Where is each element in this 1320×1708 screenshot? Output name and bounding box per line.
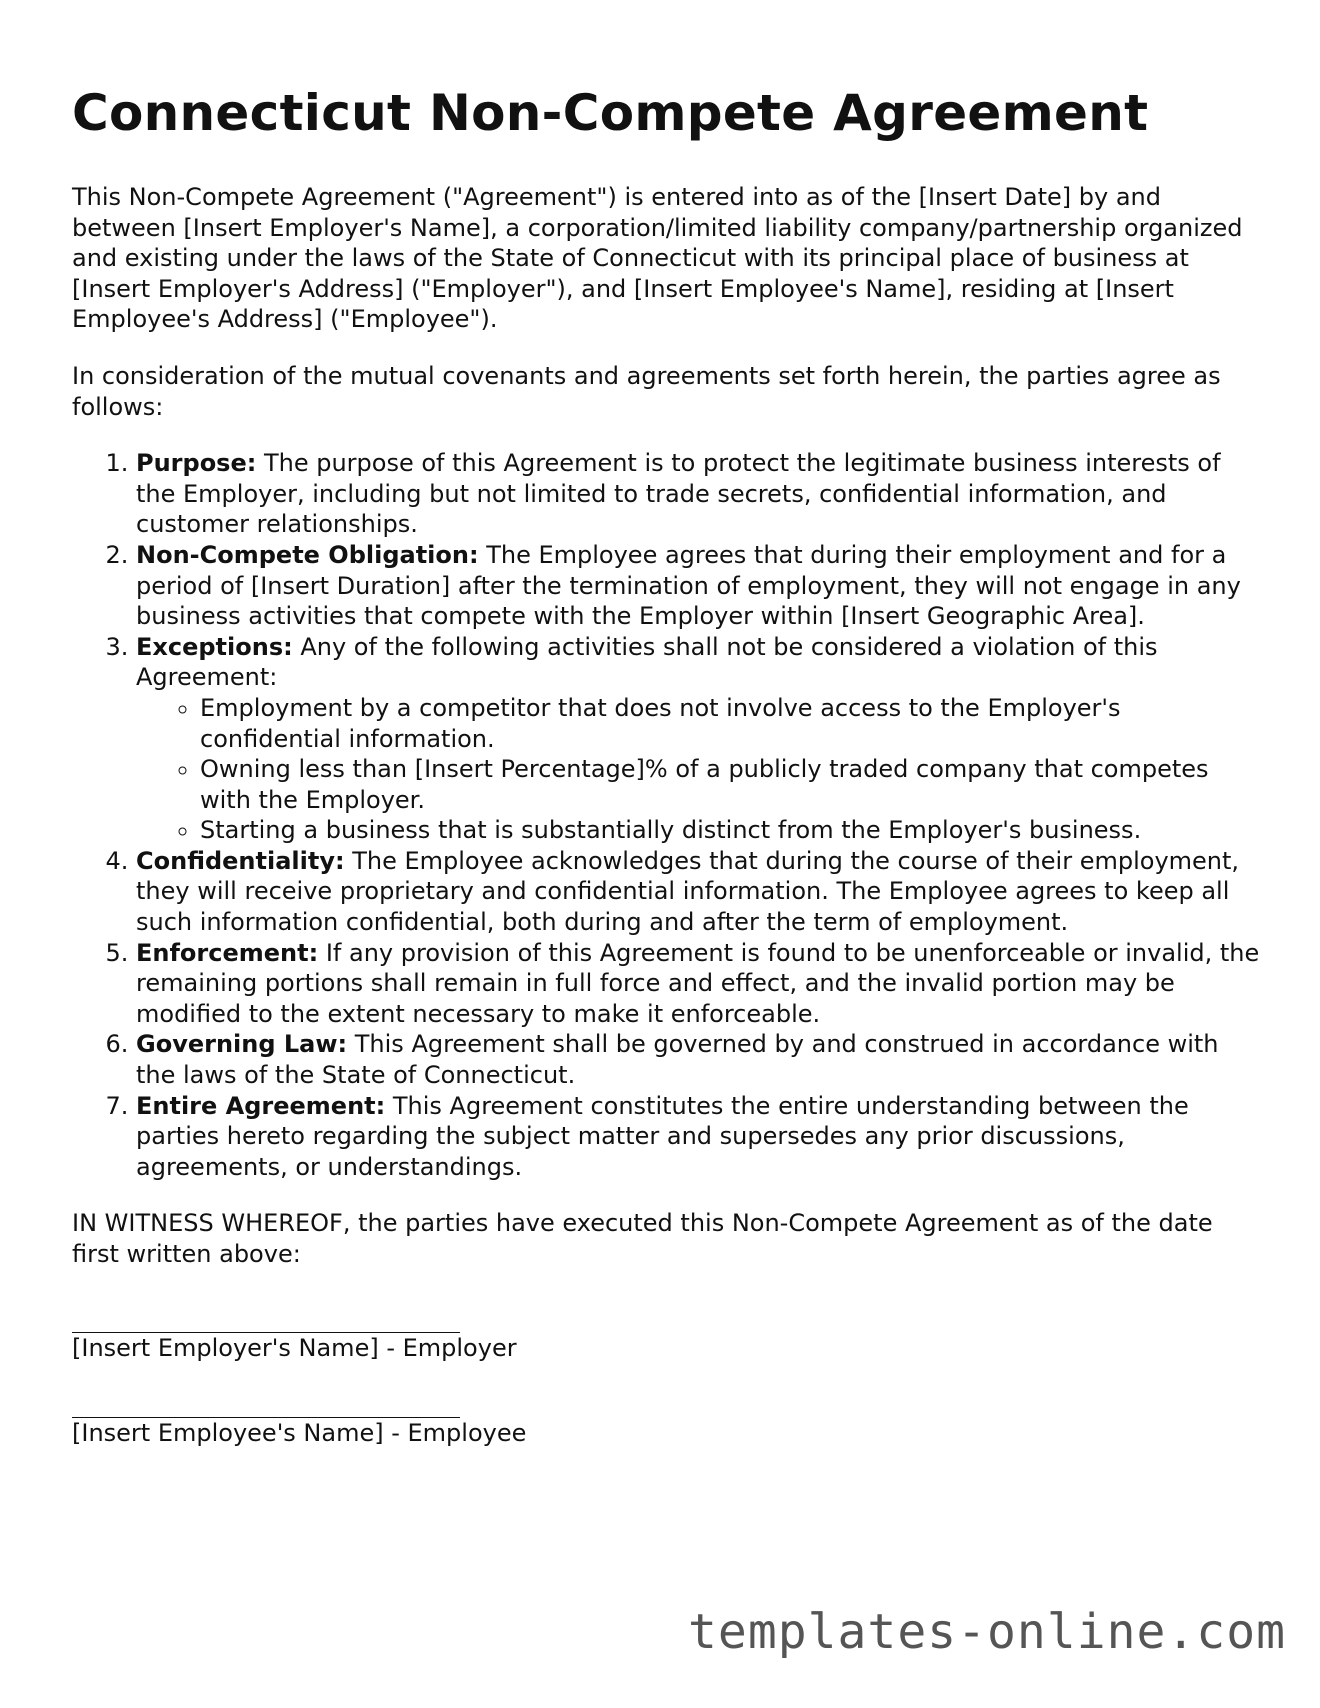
term-item-governing-law (136, 1029, 1262, 1090)
term-heading: Enforcement: (136, 938, 319, 967)
document-page (72, 82, 1262, 1475)
term-text: Any of the following activities shall not be considered a violation of this Agreement: (136, 632, 1158, 692)
exceptions-sublist (136, 693, 1262, 846)
intro-paragraph: This Non-Compete Agreement ("Agreement") is entered into as of the [Insert Date] by and between [Insert Employer's Name], a corporation/limited liability company/partnership organized and existing under the laws of the State of Connecticut with its principal place of business at [Insert Employer's Address] ("Employer"), and [Insert Employee's Name], residing at [Insert Employee's Address] ("Employee"). (72, 183, 1243, 334)
employer-signature (72, 1304, 1262, 1364)
term-heading: Entire Agreement: (136, 1091, 386, 1120)
term-item-confidentiality (136, 846, 1262, 938)
signature-block (72, 1304, 1262, 1449)
exception-item: ◦ Owning less than [Insert Percentage]% of a publicly traded company that competes with the Employer. (200, 754, 1262, 815)
term-heading: Non-Compete Obligation: (136, 540, 479, 569)
term-text: If any provision of this Agreement is found to be unenforceable or invalid, the remaining portions shall remain in full force and effect, and the invalid portion may be modified to the extent necessary to make it enforceable. (136, 938, 1260, 1028)
terms-list (72, 448, 1262, 1182)
term-heading: Exceptions: (136, 632, 293, 661)
term-heading: Governing Law: (136, 1030, 348, 1059)
term-item-enforcement (136, 938, 1262, 1030)
witness-paragraph: IN WITNESS WHEREOF, the parties have executed this Non-Compete Agreement as of the date first written above: (72, 1209, 1213, 1268)
employee-signature (72, 1389, 1262, 1449)
consideration-paragraph: In consideration of the mutual covenants and agreements set forth herein, the parties agree as follows: (72, 361, 1221, 421)
employee-signature-line[interactable] (72, 1389, 460, 1418)
term-heading: Purpose: (136, 449, 257, 478)
exception-item: ◦ Starting a business that is substantially distinct from the Employer's business. (200, 815, 1262, 846)
employee-signature-label: [Insert Employee's Name] - Employee (72, 1419, 527, 1448)
term-text: The Employee agrees that during their employment and for a period of [Insert Duration] after the termination of employment, they will not engage in any business activities that compete with the Employer within [Insert Geographic Area]. (136, 540, 1241, 631)
term-text: The Employee acknowledges that during the course of their employment, they will receive proprietary and confidential information. The Employee agrees to keep all such information confidential, both during and after the term of employment. (136, 846, 1240, 937)
term-text: This Agreement shall be governed by and construed in accordance with the laws of the State of Connecticut. (136, 1030, 1219, 1090)
term-heading: Confidentiality: (136, 846, 345, 875)
employer-signature-line[interactable] (72, 1304, 460, 1333)
exception-item: ◦ Employment by a competitor that does not involve access to the Employer's confidential information. (200, 693, 1262, 754)
term-text: This Agreement constitutes the entire understanding between the parties hereto regarding the subject matter and supersedes any prior discussions, agreements, or understandings. (136, 1091, 1189, 1181)
term-item-non-compete (136, 540, 1262, 632)
term-item-entire-agreement (136, 1091, 1262, 1183)
term-item-purpose (136, 448, 1262, 540)
employer-signature-label: [Insert Employer's Name] - Employer (72, 1333, 517, 1362)
watermark: templates-online.com (688, 1604, 1286, 1660)
term-item-exceptions (136, 632, 1262, 846)
document-title: Connecticut Non-Compete Agreement (72, 84, 1149, 142)
term-text: The purpose of this Agreement is to protect the legitimate business interests of the Employer, including but not limited to trade secrets, confidential information, and customer relationships. (136, 449, 1221, 539)
